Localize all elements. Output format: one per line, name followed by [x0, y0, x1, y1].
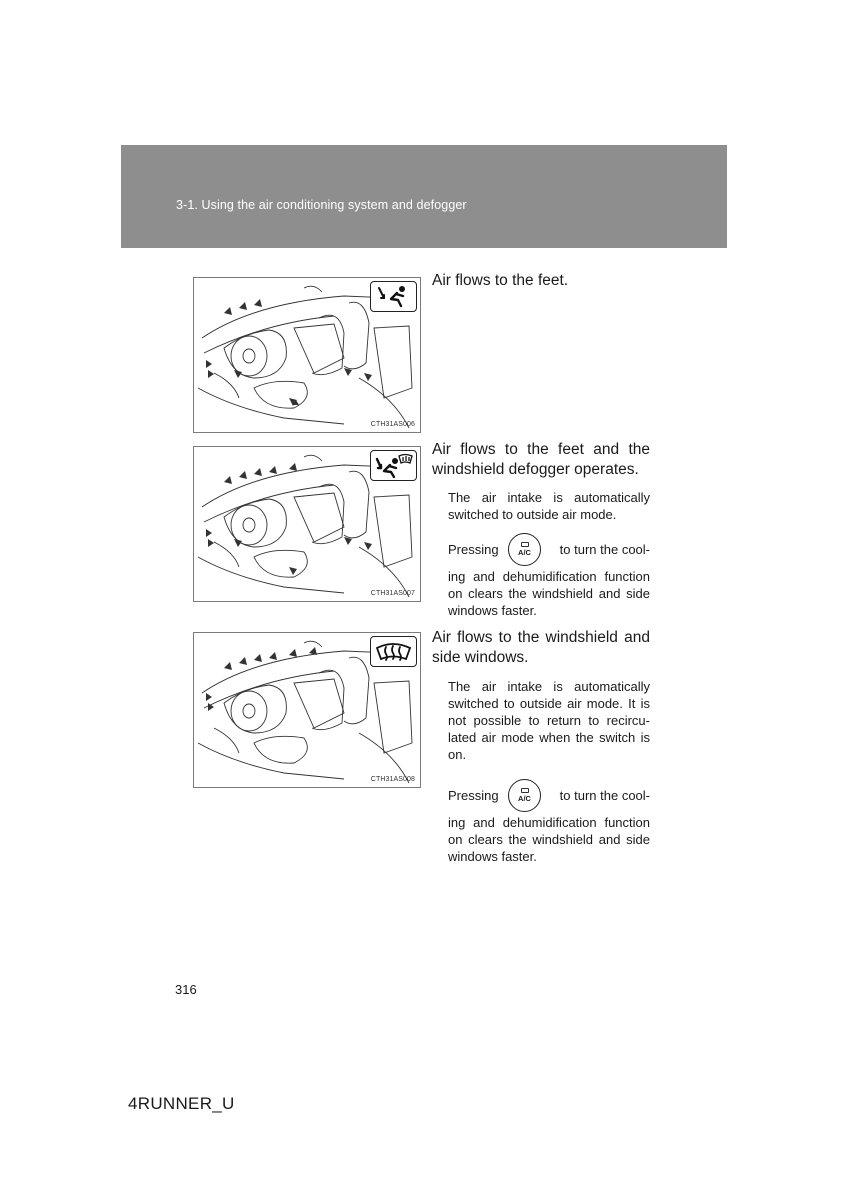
figure-code: CTH31AS006 — [370, 421, 415, 428]
mode-note: The air intake is automatically switched to outside air mode. It is not possible to return to recircu-lated air mode when the switch is on. — [448, 679, 650, 762]
ac-press-line — [448, 533, 650, 567]
footer-model-code: 4RUNNER_U — [128, 1094, 235, 1113]
windshield-defog-mode-icon — [370, 636, 417, 667]
indicator-light — [521, 542, 529, 547]
ac-button — [508, 779, 541, 812]
section-header-bar — [121, 145, 727, 248]
figure-code: CTH31AS008 — [370, 776, 415, 783]
press-text: Pressing — [448, 542, 499, 557]
mode-note: The air intake is automatically switched to outside air mode. — [448, 490, 650, 522]
ac-press-line — [448, 779, 650, 813]
press-text-tail: to turn the cool- — [559, 542, 650, 557]
section-title: 3-1. Using the air conditioning system and defogger — [176, 198, 467, 212]
ac-press-continuation: ing and dehumidification function on clears the windshield and side windows faster. — [448, 815, 650, 864]
press-text-tail: to turn the cool- — [559, 788, 650, 803]
figure-feet-mode — [193, 277, 421, 433]
mode-description: Air flows to the windshield and side windows. — [432, 629, 650, 666]
press-text: Pressing — [448, 788, 499, 803]
ac-button — [508, 533, 541, 566]
indicator-light — [521, 788, 529, 793]
figure-windshield-defog-mode — [193, 632, 421, 788]
ac-press-continuation: ing and dehumidification function on clears the windshield and side windows faster. — [448, 569, 650, 618]
ac-button-label: A/C — [518, 548, 531, 557]
mode-description: Air flows to the feet and the windshield defogger operates. — [432, 441, 650, 478]
page-number: 316 — [175, 982, 197, 997]
mode-description: Air flows to the feet. — [432, 272, 569, 289]
feet-mode-icon — [370, 281, 417, 312]
figure-code: CTH31AS007 — [370, 590, 415, 597]
ac-button-label: A/C — [518, 794, 531, 803]
feet-defog-mode-icon — [370, 450, 417, 481]
figure-feet-defog-mode — [193, 446, 421, 602]
